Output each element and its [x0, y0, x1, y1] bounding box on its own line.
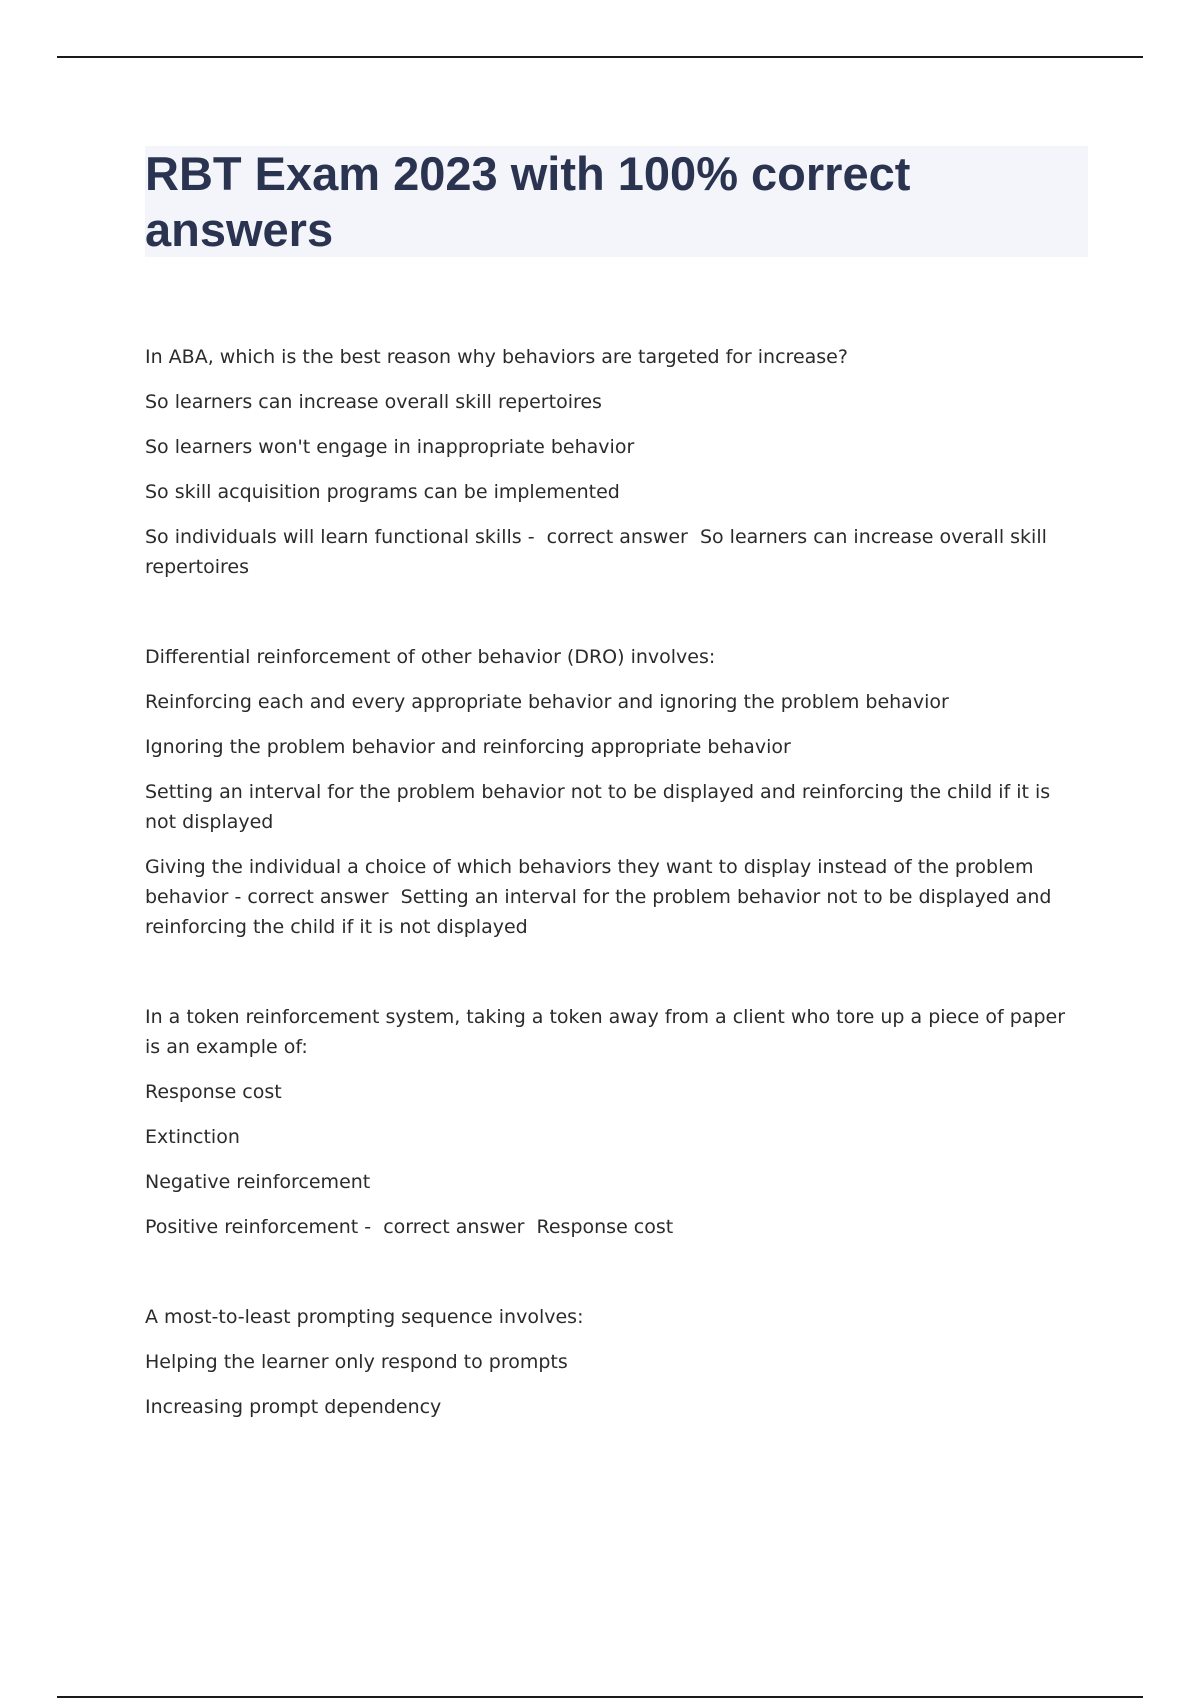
separator: - — [521, 526, 547, 548]
answer-label: correct answer — [383, 1216, 525, 1238]
question-block — [145, 342, 1085, 582]
question-block — [145, 1002, 1085, 1242]
option: So learners won't engage in inappropriate behavior — [145, 436, 635, 458]
option: Reinforcing each and every appropriate behavior and ignoring the problem behavior — [145, 691, 949, 713]
option: Helping the learner only respond to prompts — [145, 1351, 568, 1373]
option: So individuals will learn functional skills — [145, 526, 522, 548]
document-body — [145, 342, 1085, 1482]
answer-key-line — [145, 1212, 1085, 1242]
question-text: Differential reinforcement of other behavior (DRO) involves: — [145, 646, 716, 668]
correct-answer: So learners can increase overall skill repertoires — [145, 526, 1047, 578]
option: Positive reinforcement — [145, 1216, 359, 1238]
option: Negative reinforcement — [145, 1171, 371, 1193]
separator: - — [358, 1216, 384, 1238]
correct-answer: Setting an interval for the problem behavior not to be displayed and reinforcing the child if it is not displayed — [145, 886, 1052, 938]
option: So skill acquisition programs can be implemented — [145, 481, 620, 503]
title-banner — [145, 146, 1088, 257]
footer-rule — [57, 1696, 1143, 1698]
question-text: In ABA, which is the best reason why behaviors are targeted for increase? — [145, 346, 848, 368]
separator: - — [228, 886, 248, 908]
option: Increasing prompt dependency — [145, 1396, 442, 1418]
option: Giving the individual a choice of which behaviors they want to display instead of the problem behavior — [145, 856, 1034, 908]
document-title: RBT Exam 2023 with 100% correct answers — [145, 147, 911, 256]
header-rule — [57, 56, 1143, 58]
answer-key-line — [145, 522, 1085, 582]
answer-key-line — [145, 852, 1085, 942]
option: Extinction — [145, 1126, 240, 1148]
answer-label: correct answer — [247, 886, 389, 908]
question-text: A most-to-least prompting sequence involves: — [145, 1306, 584, 1328]
option: So learners can increase overall skill repertoires — [145, 391, 602, 413]
option: Response cost — [145, 1081, 282, 1103]
question-block — [145, 1302, 1085, 1422]
answer-label: correct answer — [546, 526, 688, 548]
correct-answer: Response cost — [536, 1216, 674, 1238]
option: Setting an interval for the problem behavior not to be displayed and reinforcing the child if it is not displayed — [145, 781, 1051, 833]
question-block — [145, 642, 1085, 942]
question-text: In a token reinforcement system, taking a token away from a client who tore up a piece of paper is an example of: — [145, 1006, 1066, 1058]
option: Ignoring the problem behavior and reinforcing appropriate behavior — [145, 736, 791, 758]
